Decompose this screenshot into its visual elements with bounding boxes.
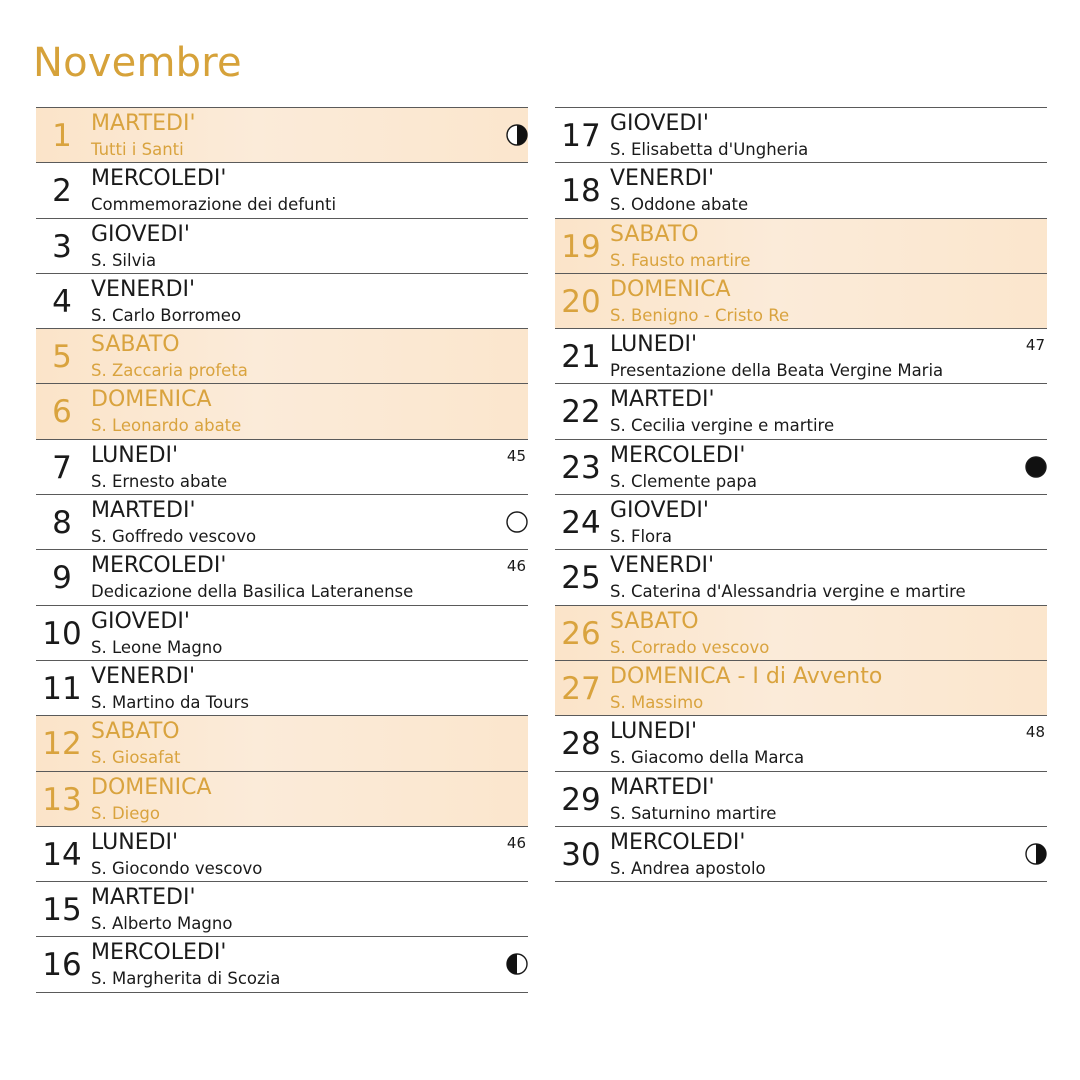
weekday-label: DOMENICA xyxy=(91,387,212,413)
day-number: 30 xyxy=(561,836,601,873)
day-number: 28 xyxy=(561,726,601,763)
weekday-label: MARTEDI' xyxy=(91,498,196,524)
day-row xyxy=(36,716,528,771)
day-row xyxy=(555,827,1047,882)
days-column-left xyxy=(36,107,528,993)
day-row xyxy=(555,108,1047,163)
saint-name: S. Fausto martire xyxy=(610,250,751,270)
saint-name: S. Giocondo vescovo xyxy=(91,858,263,878)
day-row xyxy=(36,163,528,218)
day-number: 4 xyxy=(52,283,72,320)
day-row xyxy=(36,108,528,163)
day-number: 2 xyxy=(52,173,72,210)
day-row xyxy=(555,163,1047,218)
saint-name: Commemorazione dei defunti xyxy=(91,195,337,215)
day-number: 7 xyxy=(52,449,72,486)
day-row xyxy=(36,937,528,992)
weekday-label: VENERDI' xyxy=(91,276,196,302)
day-number: 5 xyxy=(52,339,72,376)
weekday-label: MARTEDI' xyxy=(91,111,196,136)
day-row xyxy=(36,661,528,716)
day-number: 25 xyxy=(561,560,601,597)
saint-name: S. Giosafat xyxy=(91,748,181,768)
weekday-label: MARTEDI' xyxy=(610,774,715,800)
saint-name: S. Clemente papa xyxy=(610,471,757,491)
weekday-label: LUNEDI' xyxy=(91,829,179,855)
weekday-label: GIOVEDI' xyxy=(91,608,190,634)
first-quarter-icon xyxy=(506,124,528,146)
weekday-label: MERCOLEDI' xyxy=(610,442,746,468)
day-row xyxy=(555,329,1047,384)
saint-name: S. Giacomo della Marca xyxy=(610,748,805,768)
saint-name: S. Cecilia vergine e martire xyxy=(610,416,835,436)
day-number: 21 xyxy=(561,339,601,376)
day-number: 12 xyxy=(42,726,82,763)
weekday-label: DOMENICA xyxy=(610,276,731,302)
weekday-label: VENERDI' xyxy=(91,663,196,689)
day-number: 29 xyxy=(561,781,601,818)
day-row xyxy=(36,440,528,495)
week-number: 46 xyxy=(506,833,526,852)
day-number: 1 xyxy=(52,118,72,154)
weekday-label: MERCOLEDI' xyxy=(610,829,746,855)
day-row xyxy=(36,550,528,605)
week-number: 48 xyxy=(1025,723,1045,742)
day-row xyxy=(36,219,528,274)
saint-name: S. Caterina d'Alessandria vergine e martire xyxy=(610,582,966,602)
saint-name: Presentazione della Beata Vergine Maria xyxy=(610,361,944,381)
day-number: 23 xyxy=(561,449,601,486)
saint-name: S. Andrea apostolo xyxy=(610,858,766,878)
weekday-label: SABATO xyxy=(91,719,180,745)
new-moon-icon xyxy=(1025,456,1047,478)
day-number: 15 xyxy=(42,892,82,929)
weekday-label: SABATO xyxy=(610,221,699,247)
weekday-label: GIOVEDI' xyxy=(91,221,190,247)
weekday-label: DOMENICA xyxy=(91,774,212,800)
day-number: 13 xyxy=(42,781,82,818)
day-number: 10 xyxy=(42,615,82,652)
saint-name: S. Saturnino martire xyxy=(610,803,777,823)
saint-name: S. Leone Magno xyxy=(91,637,223,657)
saint-name: Tutti i Santi xyxy=(91,140,184,159)
weekday-label: VENERDI' xyxy=(610,553,715,579)
day-number: 26 xyxy=(561,615,601,652)
day-number: 27 xyxy=(561,670,601,707)
day-row xyxy=(555,606,1047,661)
day-number: 9 xyxy=(52,560,72,597)
saint-name: S. Oddone abate xyxy=(610,195,749,215)
day-number: 3 xyxy=(52,228,72,265)
day-row xyxy=(555,219,1047,274)
day-row xyxy=(36,495,528,550)
weekday-label: LUNEDI' xyxy=(610,332,698,358)
saint-name: S. Ernesto abate xyxy=(91,471,228,491)
day-row xyxy=(555,495,1047,550)
day-row xyxy=(555,661,1047,716)
day-number: 20 xyxy=(561,283,601,320)
saint-name: S. Zaccaria profeta xyxy=(91,361,248,381)
day-row xyxy=(555,550,1047,605)
full-moon-icon xyxy=(506,511,528,533)
weekday-label: LUNEDI' xyxy=(610,719,698,745)
saint-name: S. Diego xyxy=(91,803,160,823)
day-number: 8 xyxy=(52,505,72,542)
month-title: Novembre xyxy=(33,40,242,86)
day-row xyxy=(555,274,1047,329)
day-row xyxy=(555,384,1047,439)
weekday-label: GIOVEDI' xyxy=(610,111,709,136)
day-number: 24 xyxy=(561,505,601,542)
day-row xyxy=(555,716,1047,771)
day-row xyxy=(36,882,528,937)
day-row xyxy=(36,606,528,661)
day-row xyxy=(36,329,528,384)
day-row xyxy=(36,827,528,882)
day-number: 6 xyxy=(52,394,72,431)
saint-name: S. Goffredo vescovo xyxy=(91,527,257,547)
saint-name: S. Flora xyxy=(610,527,673,547)
weekday-label: MARTEDI' xyxy=(610,387,715,413)
day-number: 11 xyxy=(42,670,82,707)
saint-name: S. Silvia xyxy=(91,250,157,270)
day-number: 19 xyxy=(561,228,601,265)
day-row xyxy=(36,384,528,439)
saint-name: S. Benigno - Cristo Re xyxy=(610,305,790,325)
saint-name: S. Leonardo abate xyxy=(91,416,242,436)
week-number: 46 xyxy=(506,557,526,576)
day-number: 18 xyxy=(561,173,601,210)
last-quarter-icon xyxy=(506,953,528,975)
saint-name: S. Alberto Magno xyxy=(91,914,233,934)
day-row xyxy=(555,772,1047,827)
weekday-label: MERCOLEDI' xyxy=(91,553,227,579)
weekday-label: MERCOLEDI' xyxy=(91,166,227,192)
weekday-label: SABATO xyxy=(610,608,699,634)
week-number: 45 xyxy=(506,446,526,465)
first-quarter-icon xyxy=(1025,843,1047,865)
saint-name: S. Margherita di Scozia xyxy=(91,969,281,989)
saint-name: Dedicazione della Basilica Lateranense xyxy=(91,582,414,602)
saint-name: S. Martino da Tours xyxy=(91,692,249,712)
weekday-label: SABATO xyxy=(91,332,180,358)
day-number: 14 xyxy=(42,836,82,873)
weekday-label: MARTEDI' xyxy=(91,885,196,911)
day-row xyxy=(36,274,528,329)
saint-name: S. Elisabetta d'Ungheria xyxy=(610,140,809,159)
day-number: 16 xyxy=(42,947,82,984)
weekday-label: MERCOLEDI' xyxy=(91,940,227,966)
day-row xyxy=(36,772,528,827)
saint-name: S. Corrado vescovo xyxy=(610,637,770,657)
saint-name: S. Carlo Borromeo xyxy=(91,305,242,325)
weekday-label: GIOVEDI' xyxy=(610,498,709,524)
weekday-label: VENERDI' xyxy=(610,166,715,192)
saint-name: S. Massimo xyxy=(610,692,704,712)
weekday-label: DOMENICA - I di Avvento xyxy=(610,663,883,689)
days-column-right xyxy=(555,107,1047,882)
weekday-label: LUNEDI' xyxy=(91,442,179,468)
day-number: 17 xyxy=(561,118,601,154)
day-row xyxy=(555,440,1047,495)
week-number: 47 xyxy=(1025,336,1045,355)
day-number: 22 xyxy=(561,394,601,431)
